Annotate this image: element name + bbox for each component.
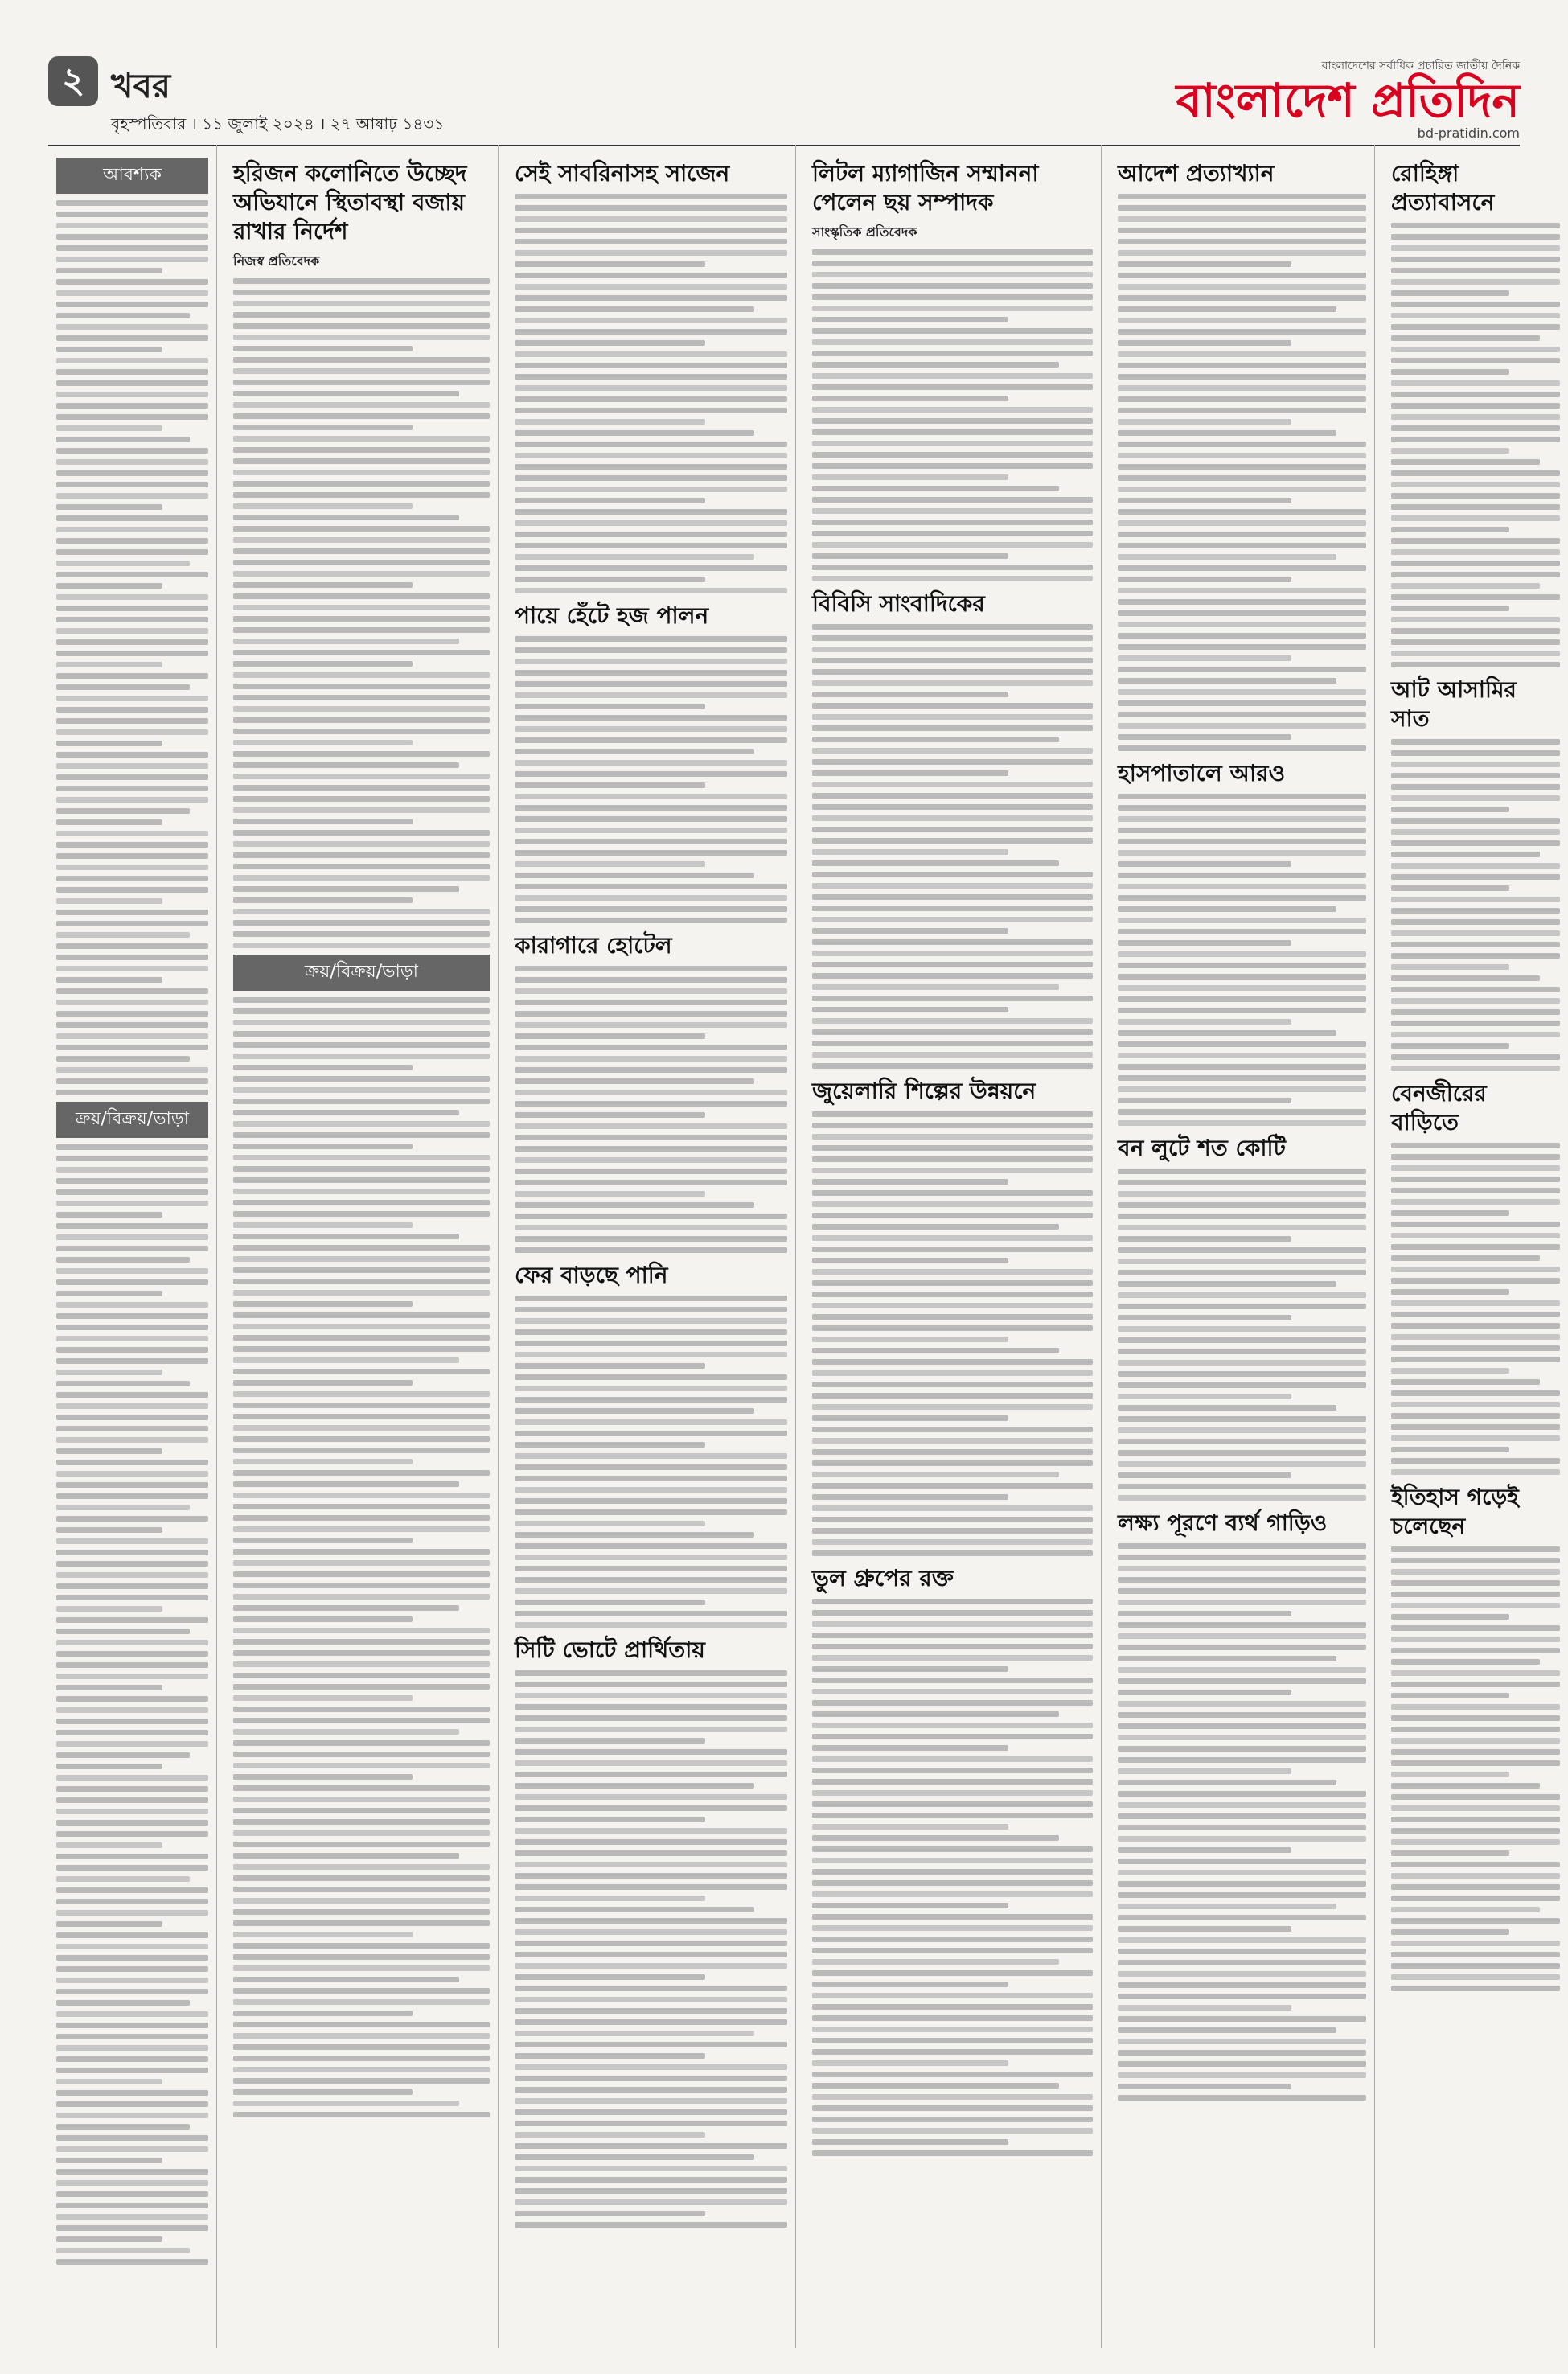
story-body [812, 1599, 1093, 2156]
story-body [812, 1111, 1093, 1556]
news-column [804, 145, 1102, 2348]
story-headline: সিটি ভোটে প্রার্থিতায় [515, 1637, 705, 1663]
story-body [233, 278, 490, 948]
classified-box-title: ক্রয়/বিক্রয়/ভাড়া [56, 1102, 208, 1138]
story-body [1391, 1143, 1560, 1475]
section-name: খবর [111, 66, 171, 105]
classifieds-column [48, 145, 217, 2348]
story-headline: ইতিহাস গড়েই চলেছেন [1391, 1484, 1519, 1539]
story-body [1118, 1543, 1366, 2101]
story-body [515, 1670, 787, 2228]
story-headline: আট আসামির সাত [1391, 676, 1517, 732]
story-byline: সাংস্কৃতিক প্রতিবেদক [812, 224, 917, 240]
story-headline: বিবিসি সাংবাদিকের [812, 590, 985, 617]
story-body [1391, 1546, 1560, 1991]
story-headline: পায়ে হেঁটে হজ পালন [515, 602, 709, 629]
story-headline: বন লুটে শত কোটি [1118, 1135, 1286, 1161]
story-headline: হরিজন কলোনিতে উচ্ছেদ অভিযানে স্থিতাবস্থা বজায় রাখার নির্দেশ [233, 160, 467, 244]
story-headline: আদেশ প্রত্যাখ্যান [1118, 160, 1275, 187]
story-body [1391, 223, 1560, 667]
news-column [507, 145, 796, 2348]
story-body [515, 636, 787, 923]
story-headline: বেনজীরের বাড়িতে [1391, 1080, 1487, 1136]
story-body [1118, 1169, 1366, 1501]
page-number: ২ [48, 56, 98, 106]
issue-date: বৃহস্পতিবার । ১১ জুলাই ২০২৪ । ২৭ আষাঢ় ১৪৩১ [111, 114, 445, 133]
story-body [515, 1296, 787, 1628]
story-byline: নিজস্ব প্রতিবেদক [233, 253, 320, 269]
story-headline: সেই সাবরিনাসহ সাজেন [515, 160, 730, 187]
story-headline: জুয়েলারি শিল্পের উন্নয়নে [812, 1078, 1036, 1104]
story-headline: হাসপাতালে আরও [1118, 760, 1286, 787]
story-headline: ফের বাড়ছে পানি [515, 1262, 668, 1288]
story-headline: ভুল গ্রুপের রক্ত [812, 1565, 954, 1592]
story-body [515, 194, 787, 594]
classified-box-title: ক্রয়/বিক্রয়/ভাড়া [233, 955, 490, 991]
story-body [1118, 194, 1366, 751]
page-header [48, 56, 1520, 146]
classified-text-block [233, 997, 490, 2117]
story-body [1118, 794, 1366, 1126]
story-headline: কারাগারে হোটেল [515, 932, 672, 959]
story-headline: রোহিঙ্গা প্রত্যাবাসনে [1391, 160, 1495, 216]
masthead-website: bd-pratidin.com [1417, 125, 1520, 141]
masthead-tagline: বাংলাদেশের সর্বাধিক প্রচারিত জাতীয় দৈনিক [1321, 60, 1520, 72]
story-body [515, 966, 787, 1253]
masthead [1176, 56, 1520, 141]
news-column [1383, 145, 1568, 2348]
story-headline: লিটল ম্যাগাজিন সম্মাননা পেলেন ছয় সম্পাদক [812, 160, 1039, 216]
news-column [225, 145, 499, 2348]
story-headline: লক্ষ্য পূরণে ব্যর্থ গাড়িও [1118, 1509, 1328, 1536]
story-body [812, 249, 1093, 581]
masthead-logo: বাংলাদেশ প্রতিদিন [1176, 73, 1520, 128]
classified-text-block [56, 200, 208, 1095]
story-body [812, 624, 1093, 1069]
story-body [1391, 739, 1560, 1071]
classified-box-title: আবশ্যক [56, 158, 208, 194]
news-column [1110, 145, 1375, 2348]
classified-text-block [56, 1144, 208, 2265]
